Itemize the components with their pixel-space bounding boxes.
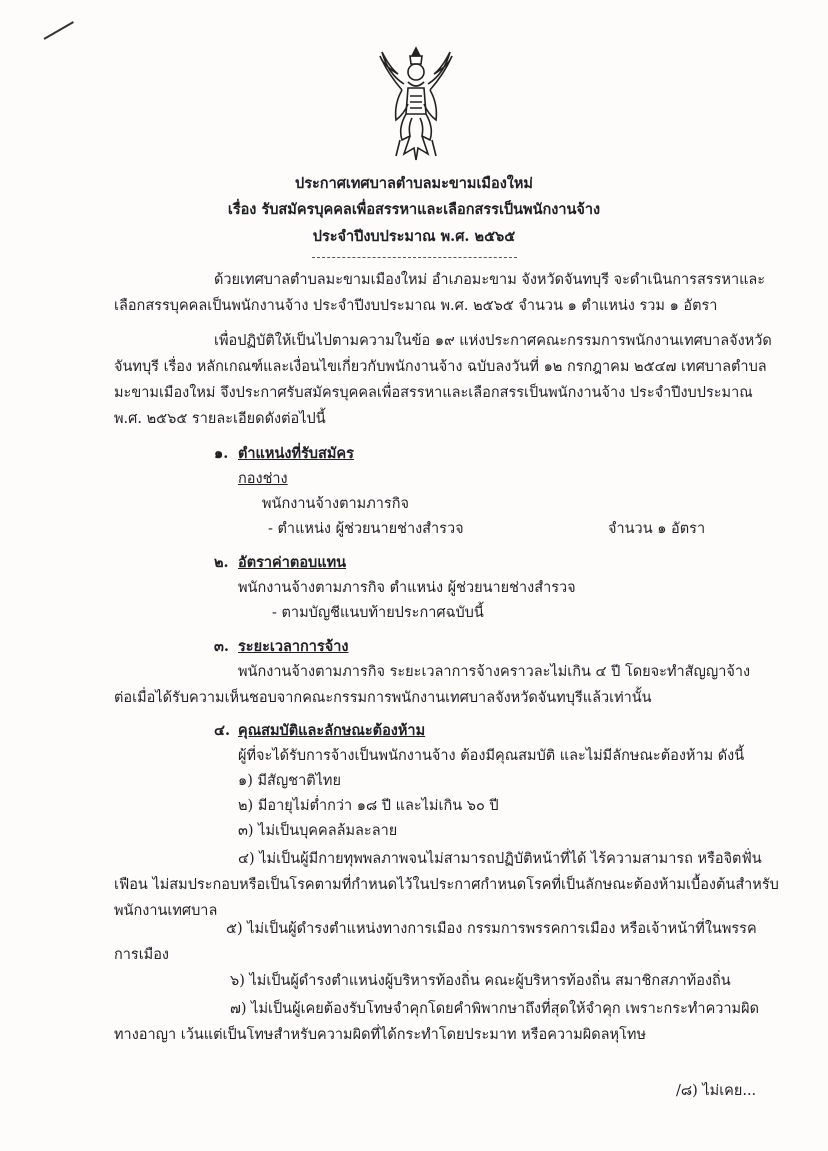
section-4-item-4-line-2: เฟือน ไม่สมประกอบหรือเป็นโรคตามที่กำหนดไว้ในประกาศกำหนดโรคที่เป็นลักษณะต้องห้ามเบื้องต้นสำหรับ (114, 877, 779, 893)
section-4-item-3: ๓) ไม่เป็นบุคคลล้มละลาย (238, 823, 398, 839)
section-3-line-2: ต่อเมื่อได้รับความเห็นชอบจากคณะกรรมการพนักงานเทศบาลจังหวัดจันทบุรีแล้วเท่านั้น (114, 690, 652, 706)
section-4-item-4-line-1: ๔) ไม่เป็นผู้มีกายทุพพลภาพจนไม่สามารถปฏิบัติหน้าที่ได้ ไร้ความสามารถ หรือจิตฟั่น (238, 851, 762, 867)
title-divider (312, 257, 517, 258)
section-4-item-5-line-1: ๕) ไม่เป็นผู้ดำรงตำแหน่งทางการเมือง กรรมการพรรคการเมือง หรือเจ้าหน้าที่ในพรรค (226, 921, 757, 937)
section-4-number: ๔. (214, 722, 231, 739)
section-4-item-4-line-3: พนักงานเทศบาล (114, 903, 218, 919)
section-4-item-7-line-2: ทางอาญา เว้นแต่เป็นโทษสำหรับความผิดที่ได้กระทำโดยประมาท หรือความผิดลหุโทษ (114, 1027, 647, 1043)
title-line-2: เรื่อง รับสมัครบุคคลเพื่อสรรหาและเลือกสรรเป็นพนักงานจ้าง (227, 201, 601, 218)
section-4-item-2: ๒) มีอายุไม่ต่ำกว่า ๑๘ ปี และไม่เกิน ๖๐ ปี (238, 798, 499, 814)
section-3-line-1: พนักงานจ้างตามภารกิจ ระยะเวลาการจ้างคราวละไม่เกิน ๔ ปี โดยจะทำสัญญาจ้าง (238, 664, 751, 680)
pen-mark (44, 21, 74, 40)
section-4-item-7-line-1: ๗) ไม่เป็นผู้เคยต้องรับโทษจำคุกโดยคำพิพากษาถึงที่สุดให้จำคุก เพราะกระทำความผิด (230, 1001, 760, 1017)
section-2-number: ๒. (214, 554, 229, 571)
para2-line-2: จันทบุรี เรื่อง หลักเกณฑ์และเงื่อนไขเกี่ยวกับพนักงานจ้าง ฉบับลงวันที่ ๑๒ กรกฎาคม ๒๕๔๗ เทศบาลตำบล (114, 359, 767, 375)
section-1-count: จำนวน ๑ อัตรา (608, 521, 706, 537)
title-line-3: ประจำปีงบประมาณ พ.ศ. ๒๕๖๕ (312, 228, 516, 245)
section-2-heading: อัตราค่าตอบแทน (238, 554, 347, 571)
para2-line-3: มะขามเมืองใหม่ จึงประกาศรับสมัครบุคคลเพื่อสรรหาและเลือกสรรเป็นพนักงานจ้าง ประจำปีงบประมาณ (114, 385, 753, 401)
intro-line-1: ด้วยเทศบาลตำบลมะขามเมืองใหม่ อำเภอมะขาม จังหวัดจันทบุรี จะดำเนินการสรรหาและ (214, 272, 766, 288)
section-4-item-5-line-2: การเมือง (114, 947, 170, 963)
section-2-line-1: พนักงานจ้างตามภารกิจ ตำแหน่ง ผู้ช่วยนายช่างสำรวจ (238, 580, 576, 596)
section-1-heading: ตำแหน่งที่รับสมัคร (238, 445, 354, 462)
intro-line-2: เลือกสรรบุคคลเป็นพนักงานจ้าง ประจำปีงบประมาณ พ.ศ. ๒๕๖๕ จำนวน ๑ ตำแหน่ง รวม ๑ อัตรา (114, 298, 718, 314)
page-continuation: /๘) ไม่เคย... (676, 1083, 757, 1099)
garuda-emblem-icon (374, 44, 458, 172)
section-4-item-6: ๖) ไม่เป็นผู้ดำรงตำแหน่งผู้บริหารท้องถิ่น คณะผู้บริหารท้องถิ่น สมาชิกสภาท้องถิ่น (230, 973, 731, 989)
section-1-division: กองช่าง (238, 471, 288, 487)
section-1-number: ๑. (214, 445, 229, 462)
section-1-type: พนักงานจ้างตามภารกิจ (262, 496, 409, 512)
section-4-intro: ผู้ที่จะได้รับการจ้างเป็นพนักงานจ้าง ต้องมีคุณสมบัติ และไม่มีลักษณะต้องห้าม ดังนี้ (238, 748, 745, 764)
section-4-item-1: ๑) มีสัญชาติไทย (238, 773, 341, 789)
section-1-position: - ตำแหน่ง ผู้ช่วยนายช่างสำรวจ (268, 521, 464, 537)
section-4-heading: คุณสมบัติและลักษณะต้องห้าม (238, 722, 426, 739)
para2-line-1: เพื่อปฏิบัติให้เป็นไปตามความในข้อ ๑๙ แห่งประกาศคณะกรรมการพนักงานเทศบาลจังหวัด (214, 333, 772, 349)
section-2-line-2: - ตามบัญชีแนบท้ายประกาศฉบับนี้ (272, 605, 484, 621)
title-line-1: ประกาศเทศบาลตำบลมะขามเมืองใหม่ (295, 175, 533, 192)
section-3-number: ๓. (214, 638, 229, 655)
section-3-heading: ระยะเวลาการจ้าง (238, 638, 349, 655)
para2-line-4: พ.ศ. ๒๕๖๕ รายละเอียดดังต่อไปนี้ (114, 411, 326, 427)
